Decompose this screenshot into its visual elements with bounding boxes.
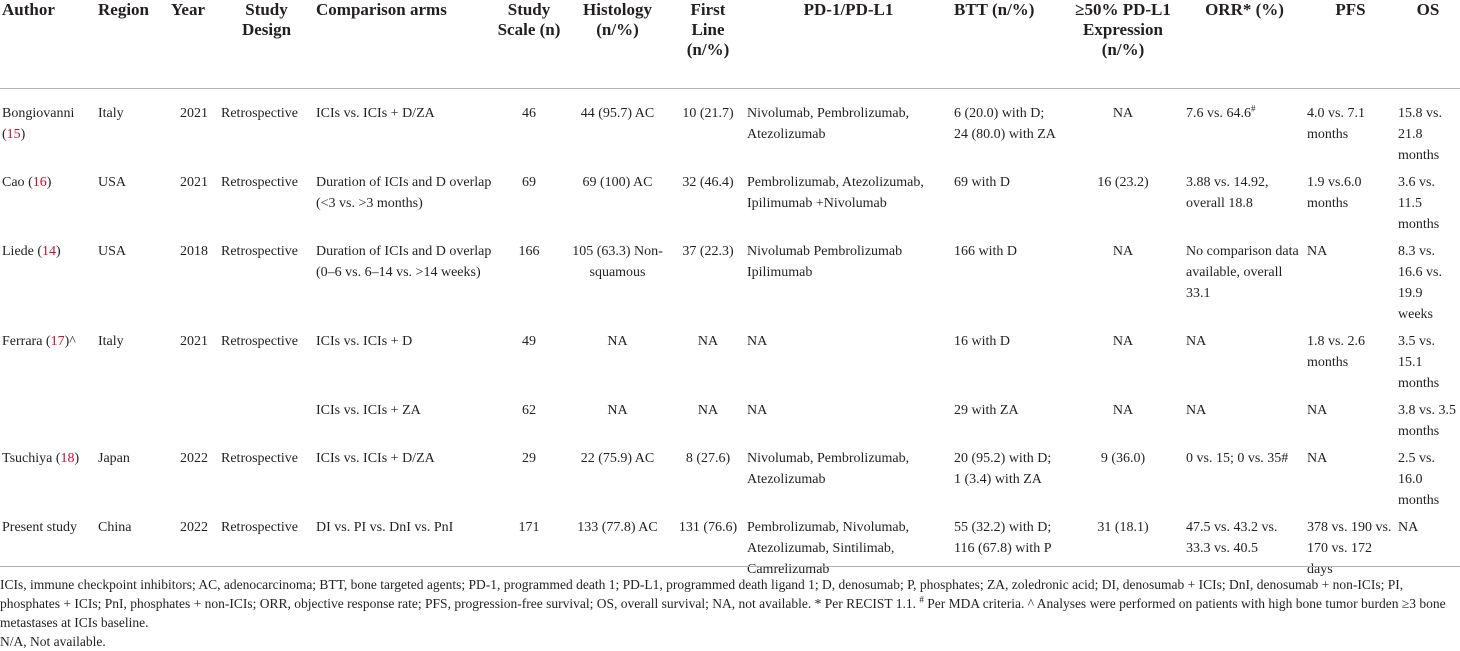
- year-cell: [169, 235, 219, 325]
- arms-cell: [314, 325, 494, 394]
- column-header: Author: [0, 0, 96, 88]
- first-line-cell: [671, 88, 745, 166]
- pdl1-value: NA: [1112, 333, 1134, 349]
- column-header: PD-1/PD-L1: [745, 0, 952, 88]
- scale-value: 46: [522, 105, 536, 121]
- pfs-cell: [1305, 325, 1396, 394]
- first-line-cell: [671, 235, 745, 325]
- first-line-value: NA: [697, 333, 719, 349]
- column-header: OS: [1396, 0, 1460, 88]
- arms-cell: [314, 88, 494, 166]
- first-line-cell: [671, 442, 745, 511]
- pfs-value: 1.8 vs. 2.6 months: [1307, 333, 1365, 370]
- column-header: ≥50% PD-L1 Expression (n/%): [1062, 0, 1184, 88]
- design-cell: [219, 394, 314, 442]
- scale-cell: [494, 442, 564, 511]
- btt-cell: [952, 235, 1062, 325]
- pd1-cell: [745, 88, 952, 166]
- scale-value: 166: [518, 243, 540, 259]
- year-cell: [169, 442, 219, 511]
- arms-cell: [314, 235, 494, 325]
- os-value: 15.8 vs. 21.8 months: [1398, 105, 1442, 163]
- reference-link[interactable]: 14: [42, 243, 57, 259]
- scale-value: 69: [522, 174, 536, 190]
- pfs-cell: [1305, 88, 1396, 166]
- design-cell: [219, 166, 314, 235]
- pfs-value: NA: [1307, 450, 1328, 466]
- orr-value: No comparison data available, overall 33.1: [1186, 243, 1299, 301]
- table-row: [0, 442, 1460, 511]
- orr-cell: [1184, 166, 1305, 235]
- year-value: 2021: [180, 174, 208, 190]
- orr-cell: [1184, 394, 1305, 442]
- design-value: Retrospective: [221, 519, 298, 535]
- arms-value: Duration of ICIs and D overlap (0–6 vs. 6–14 vs. >14 weeks): [316, 243, 492, 280]
- year-value: 2018: [180, 243, 208, 259]
- scale-value: 171: [518, 519, 540, 535]
- pd1-cell: [745, 325, 952, 394]
- year-cell: [169, 394, 219, 442]
- scale-value: 49: [522, 333, 536, 349]
- pd1-cell: [745, 235, 952, 325]
- region-cell: [96, 442, 169, 511]
- author-name: Bongiovanni: [2, 105, 75, 121]
- arms-value: Duration of ICIs and D overlap (<3 vs. >3 months): [316, 174, 492, 211]
- histology-cell: [564, 235, 671, 325]
- design-value: Retrospective: [221, 243, 298, 259]
- pd1-cell: [745, 166, 952, 235]
- os-value: 3.8 vs. 3.5 months: [1398, 402, 1456, 439]
- orr-cell: [1184, 235, 1305, 325]
- footnote-recist: * Per RECIST 1.1.: [811, 596, 916, 611]
- column-header: PFS: [1305, 0, 1396, 88]
- column-header: ORR* (%): [1184, 0, 1305, 88]
- region-cell: [96, 394, 169, 442]
- first-line-value: NA: [697, 402, 719, 418]
- design-cell: [219, 442, 314, 511]
- btt-value: 29 with ZA: [954, 402, 1019, 418]
- scale-value: 62: [522, 402, 536, 418]
- pfs-cell: [1305, 442, 1396, 511]
- author-name: Tsuchiya: [2, 450, 53, 466]
- os-value: 3.5 vs. 15.1 months: [1398, 333, 1440, 391]
- first-line-cell: [671, 166, 745, 235]
- orr-criteria-mark: #: [1250, 102, 1256, 113]
- pd1-value: NA: [747, 333, 768, 349]
- pfs-value: NA: [1307, 402, 1328, 418]
- author-name: Cao: [2, 174, 25, 190]
- first-line-value: 10 (21.7): [682, 105, 734, 121]
- year-value: 2022: [180, 519, 208, 535]
- year-value: 2021: [180, 333, 208, 349]
- os-cell: [1396, 442, 1460, 511]
- first-line-value: 8 (27.6): [685, 450, 731, 466]
- column-header: First Line (n/%): [671, 0, 745, 88]
- table-footnotes: [0, 566, 1460, 651]
- scale-cell: [494, 394, 564, 442]
- arms-value: ICIs vs. ICIs + D/ZA: [316, 450, 435, 466]
- reference-link[interactable]: 15: [6, 126, 21, 142]
- year-cell: [169, 88, 219, 166]
- scale-value: 29: [522, 450, 536, 466]
- first-line-value: 37 (22.3): [682, 243, 734, 259]
- author-cell: Liede (14): [2, 243, 61, 259]
- arms-value: ICIs vs. ICIs + D/ZA: [316, 105, 435, 121]
- region-cell: [96, 235, 169, 325]
- pd1-value: Nivolumab, Pembrolizumab, Atezolizumab: [747, 450, 910, 487]
- author-cell: Bongiovanni (15): [2, 105, 75, 142]
- table-row: [0, 166, 1460, 235]
- histology-cell: [564, 325, 671, 394]
- pdl1-cell: [1062, 325, 1184, 394]
- region-value: USA: [98, 243, 127, 259]
- scale-cell: [494, 166, 564, 235]
- region-cell: [96, 88, 169, 166]
- first-line-value: 32 (46.4): [682, 174, 734, 190]
- histology-cell: [564, 88, 671, 166]
- os-cell: [1396, 88, 1460, 166]
- pd1-cell: [745, 394, 952, 442]
- os-cell: [1396, 235, 1460, 325]
- design-cell: [219, 88, 314, 166]
- author-cell: Cao (16): [2, 174, 52, 190]
- pfs-value: 378 vs. 190 vs. 170 vs. 172 days: [1307, 519, 1392, 577]
- btt-value: 166 with D: [954, 243, 1017, 259]
- pdl1-cell: [1062, 166, 1184, 235]
- histology-value: 22 (75.9) AC: [580, 450, 655, 466]
- orr-cell: [1184, 88, 1305, 166]
- region-value: China: [98, 519, 132, 535]
- footnote-abbreviations: ICIs, immune checkpoint inhibitors; AC, adenocarcinoma; BTT, bone targeted agents; PD-1, programmed death 1; PD-L1, programmed death ligand 1; D, denosumab; P, phosphates; ZA, zoledronic acid; DI, denosumab + ICIs; DnI, denosumab + non-ICIs; PI, phosphates + ICIs; PnI, phosphates + non-ICIs; ORR, objective response rate; PFS, progression-free survival; OS, overall survival; NA, not available.: [0, 577, 1404, 611]
- year-value: 2022: [180, 450, 208, 466]
- pdl1-value: 31 (18.1): [1097, 519, 1149, 535]
- design-value: Retrospective: [221, 333, 298, 349]
- histology-cell: [564, 394, 671, 442]
- pdl1-value: 16 (23.2): [1097, 174, 1149, 190]
- pd1-value: NA: [747, 402, 768, 418]
- os-cell: [1396, 394, 1460, 442]
- region-cell: [96, 166, 169, 235]
- pdl1-cell: [1062, 235, 1184, 325]
- footnote-mda-mark: #: [919, 594, 924, 605]
- header-row: [0, 0, 1460, 88]
- btt-value: 55 (32.2) with D; 116 (67.8) with P: [954, 519, 1052, 556]
- reference-link[interactable]: 18: [60, 450, 75, 466]
- year-cell: [169, 325, 219, 394]
- os-cell: [1396, 325, 1460, 394]
- btt-value: 6 (20.0) with D; 24 (80.0) with ZA: [954, 105, 1056, 142]
- pdl1-cell: [1062, 88, 1184, 166]
- histology-value: 133 (77.8) AC: [577, 519, 658, 535]
- footnote-mda: Per MDA criteria.: [923, 596, 1025, 611]
- column-header: Study Scale (n): [494, 0, 564, 88]
- design-value: Retrospective: [221, 450, 298, 466]
- reference-link[interactable]: 16: [32, 174, 47, 190]
- btt-value: 20 (95.2) with D; 1 (3.4) with ZA: [954, 450, 1052, 487]
- pdl1-value: NA: [1112, 243, 1134, 259]
- column-header: BTT (n/%): [952, 0, 1062, 88]
- orr-value: 47.5 vs. 43.2 vs. 33.3 vs. 40.5: [1186, 519, 1278, 556]
- column-header: Study Design: [219, 0, 314, 88]
- pdl1-value: NA: [1112, 402, 1134, 418]
- os-value: 8.3 vs. 16.6 vs. 19.9 weeks: [1398, 243, 1442, 322]
- region-value: USA: [98, 174, 127, 190]
- arms-value: ICIs vs. ICIs + ZA: [316, 402, 421, 418]
- histology-cell: [564, 166, 671, 235]
- region-value: Italy: [98, 105, 124, 121]
- pfs-value: 1.9 vs.6.0 months: [1307, 174, 1362, 211]
- scale-cell: [494, 325, 564, 394]
- pfs-cell: [1305, 166, 1396, 235]
- histology-value: NA: [607, 402, 628, 418]
- histology-value: 105 (63.3) Non-squamous: [572, 243, 663, 280]
- first-line-cell: [671, 394, 745, 442]
- author-name: Present study: [2, 519, 78, 535]
- first-line-value: 131 (76.6): [678, 519, 738, 535]
- design-cell: [219, 235, 314, 325]
- region-value: Japan: [98, 450, 130, 466]
- column-header: Year: [169, 0, 219, 88]
- author-cell: Ferrara (17)^: [2, 333, 76, 349]
- arms-value: DI vs. PI vs. DnI vs. PnI: [316, 519, 454, 535]
- pd1-value: Nivolumab, Pembrolizumab, Atezolizumab: [747, 105, 910, 142]
- btt-cell: [952, 166, 1062, 235]
- design-cell: [219, 325, 314, 394]
- pd1-value: Nivolumab Pembrolizumab Ipilimumab: [747, 243, 903, 280]
- region-value: Italy: [98, 333, 124, 349]
- arms-cell: [314, 394, 494, 442]
- histology-cell: [564, 442, 671, 511]
- table-body: [0, 88, 1460, 583]
- os-cell: [1396, 166, 1460, 235]
- btt-value: 69 with D: [954, 174, 1010, 190]
- orr-value: NA: [1186, 402, 1207, 418]
- arms-cell: [314, 166, 494, 235]
- footnote-main: [0, 575, 1460, 632]
- os-value: 2.5 vs. 16.0 months: [1398, 450, 1440, 508]
- os-value: 3.6 vs. 11.5 months: [1398, 174, 1440, 232]
- table-row: [0, 394, 1460, 442]
- region-cell: [96, 325, 169, 394]
- arms-cell: [314, 442, 494, 511]
- histology-value: 69 (100) AC: [582, 174, 653, 190]
- histology-value: NA: [607, 333, 628, 349]
- btt-cell: [952, 442, 1062, 511]
- reference-link[interactable]: 17: [50, 333, 65, 349]
- orr-cell: [1184, 325, 1305, 394]
- pd1-cell: [745, 442, 952, 511]
- btt-cell: [952, 394, 1062, 442]
- pfs-value: NA: [1307, 243, 1328, 259]
- pfs-cell: [1305, 235, 1396, 325]
- author-cell: [0, 394, 96, 442]
- histology-value: 44 (95.7) AC: [580, 105, 655, 121]
- author-cell: Tsuchiya (18): [2, 450, 80, 466]
- author-name: Ferrara: [2, 333, 43, 349]
- pdl1-cell: [1062, 394, 1184, 442]
- year-value: 2021: [180, 105, 208, 121]
- ref-suffix: ^: [69, 333, 76, 349]
- pdl1-value: 9 (36.0): [1100, 450, 1146, 466]
- pfs-value: 4.0 vs. 7.1 months: [1307, 105, 1365, 142]
- orr-cell: [1184, 442, 1305, 511]
- orr-value: 3.88 vs. 14.92, overall 18.8: [1186, 174, 1269, 211]
- orr-value: 0 vs. 15; 0 vs. 35#: [1186, 450, 1289, 466]
- btt-cell: [952, 325, 1062, 394]
- column-header: Histology (n/%): [564, 0, 671, 88]
- design-value: Retrospective: [221, 105, 298, 121]
- btt-value: 16 with D: [954, 333, 1010, 349]
- orr-value: 7.6 vs. 64.6: [1186, 105, 1251, 121]
- table-row: [0, 325, 1460, 394]
- pfs-cell: [1305, 394, 1396, 442]
- btt-cell: [952, 88, 1062, 166]
- pd1-value: Pembrolizumab, Nivolumab, Atezolizumab, Sintilimab, Camrelizumab: [747, 519, 910, 577]
- scale-cell: [494, 88, 564, 166]
- table-row: [0, 88, 1460, 166]
- pdl1-cell: [1062, 442, 1184, 511]
- table-row: [0, 235, 1460, 325]
- column-header: Region: [96, 0, 169, 88]
- year-cell: [169, 166, 219, 235]
- orr-value: NA: [1186, 333, 1207, 349]
- footnote-na: N/A, Not available.: [0, 634, 106, 649]
- pdl1-value: NA: [1112, 105, 1134, 121]
- first-line-cell: [671, 325, 745, 394]
- design-value: Retrospective: [221, 174, 298, 190]
- author-name: Liede: [2, 243, 34, 259]
- scale-cell: [494, 235, 564, 325]
- column-header: Comparison arms: [314, 0, 494, 88]
- os-value: NA: [1398, 519, 1419, 535]
- footnote-ferrara: ^ Analyses were performed on patients with high bone tumor burden ≥3 bone metastases at ICIs baseline.: [0, 596, 1446, 630]
- pd1-value: Pembrolizumab, Atezolizumab, Ipilimumab +Nivolumab: [747, 174, 924, 211]
- arms-value: ICIs vs. ICIs + D: [316, 333, 413, 349]
